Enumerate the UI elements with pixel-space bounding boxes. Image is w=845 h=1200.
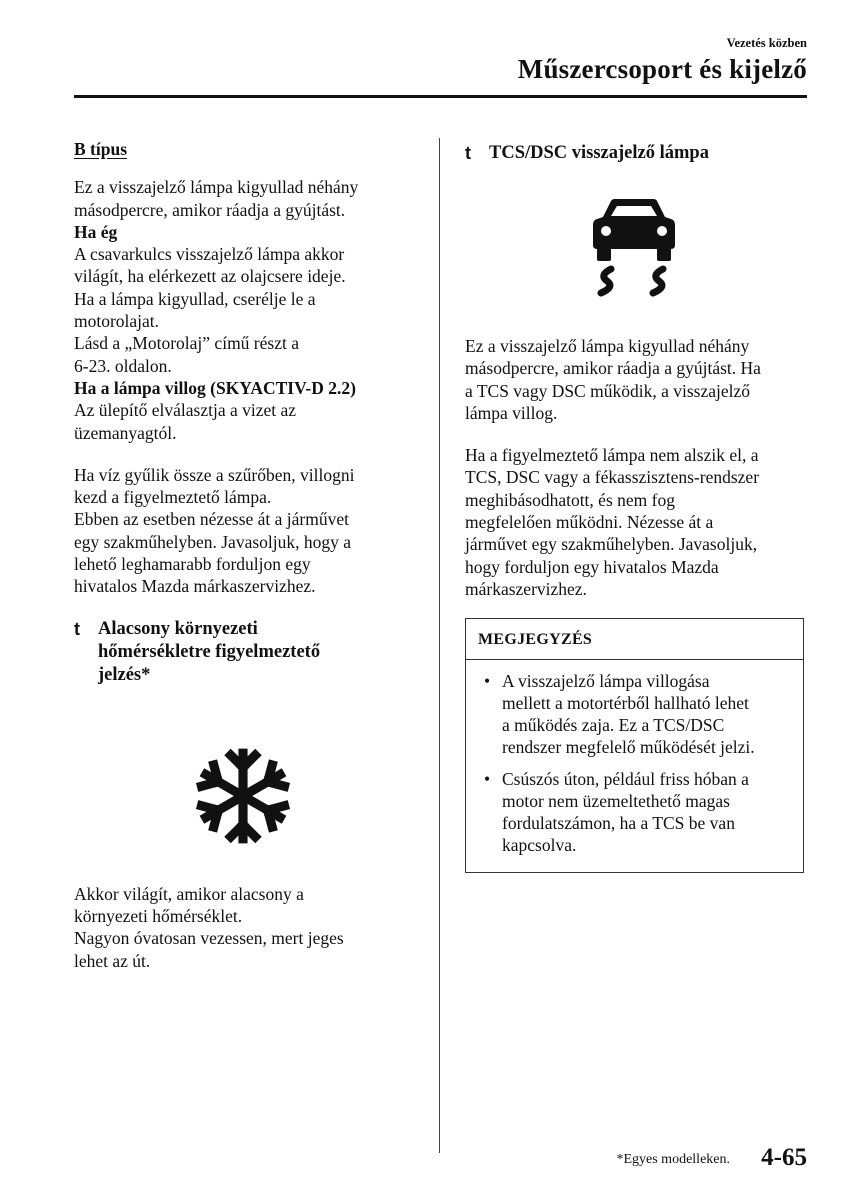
type-heading: B típus — [74, 139, 128, 159]
section-heading-tcs-dsc — [465, 142, 810, 165]
text-line: kapcsolva. — [502, 835, 577, 856]
note-heading: MEGJEGYZÉS — [466, 619, 803, 660]
text-line: egy szakműhelyben. Javasoljuk, hogy a — [74, 531, 352, 552]
text-line: Csúszós úton, például friss hóban a — [502, 769, 749, 790]
paragraph — [465, 335, 810, 424]
snowflake-icon — [192, 745, 294, 847]
page-title: Műszercsoport és kijelző — [517, 54, 807, 84]
subheading-if-on: Ha ég — [74, 221, 118, 242]
text-line: hőmérsékletre figyelmeztető — [98, 641, 321, 662]
text-line: járművet egy szakműhelyben. Javasoljuk, — [465, 534, 758, 555]
right-column — [465, 138, 810, 873]
text-line: Ha víz gyűlik össze a szűrőben, villogni — [74, 464, 355, 485]
page-number: 4-65 — [761, 1144, 807, 1171]
text-line: kezd a figyelmeztető lámpa. — [74, 487, 272, 508]
text-line: a TCS vagy DSC működik, a visszajelző — [465, 380, 750, 401]
text-line: másodpercre, amikor ráadja a gyújtást. — [74, 199, 346, 220]
text-line: Ebben az esetben nézesse át a járművet — [74, 509, 350, 530]
snowflake-icon-wrap — [74, 745, 419, 847]
subheading-if-blink: Ha a lámpa villog (SKYACTIV-D 2.2) — [74, 377, 356, 398]
paragraph — [74, 176, 419, 221]
text-line: megfelelően működni. Nézesse át a — [465, 512, 714, 533]
text-line: motor nem üzemeltethető magas — [502, 791, 730, 812]
text-line: A visszajelző lámpa villogása — [502, 671, 710, 692]
column-divider — [439, 138, 440, 1153]
bullet: • — [484, 769, 491, 790]
tcs-icon-wrap — [465, 197, 810, 297]
text-line: Ez a visszajelző lámpa kigyullad néhány — [465, 336, 750, 356]
text-line: világít, ha elérkezett az olajcsere ideje. — [74, 266, 346, 287]
text-line: másodpercre, amikor ráadja a gyújtást. Ha — [465, 358, 761, 379]
tcs-dsc-skid-car-icon — [589, 197, 679, 297]
note-list — [466, 660, 803, 872]
text-line: TCS/DSC visszajelző lámpa — [489, 143, 709, 163]
text-line: 6-23. oldalon. — [74, 355, 172, 376]
text-line: Akkor világít, amikor alacsony a — [74, 883, 304, 904]
text-line: meghibásodhatott, és nem fog — [465, 489, 675, 510]
text-line: Ha a figyelmeztető lámpa nem alszik el, a — [465, 445, 759, 466]
text-line: márkaszervizhez. — [465, 578, 587, 599]
section-marker: t — [74, 618, 80, 639]
text-line: Lásd a „Motorolaj” című részt a — [74, 333, 299, 354]
section-heading-low-temp — [74, 618, 419, 687]
text-line: Az ülepítő elválasztja a vizet az — [74, 400, 297, 421]
text-line: jelzés* — [98, 664, 151, 685]
running-header-section: Vezetés közben — [726, 36, 807, 50]
text-line: hogy forduljon egy hivatalos Mazda — [465, 556, 719, 577]
paragraph — [74, 399, 419, 444]
list-item — [478, 670, 791, 758]
text-line: A csavarkulcs visszajelző lámpa akkor — [74, 244, 345, 265]
section-marker: t — [465, 143, 471, 163]
text-line: üzemanyagtól. — [74, 422, 177, 443]
bullet: • — [484, 671, 491, 692]
paragraph — [74, 883, 419, 972]
paragraph — [74, 464, 419, 598]
text-line: környezeti hőmérséklet. — [74, 905, 243, 926]
left-column — [74, 138, 419, 972]
text-line: a működés zaja. Ez a TCS/DSC — [502, 715, 725, 736]
text-line: lehet az út. — [74, 950, 151, 971]
text-line: lehető leghamarabb forduljon egy — [74, 554, 311, 575]
text-line: TCS, DSC vagy a fékasszisztens-rendszer — [465, 467, 760, 488]
text-line: mellett a motortérből hallható lehet — [502, 693, 749, 714]
note-box — [465, 618, 804, 873]
list-item — [478, 768, 791, 856]
paragraph — [465, 444, 810, 600]
text-line: lámpa villog. — [465, 402, 558, 423]
text-line: Ez a visszajelző lámpa kigyullad néhány — [74, 177, 359, 198]
text-line: hivatalos Mazda márkaszervizhez. — [74, 576, 316, 597]
text-line: Ha a lámpa kigyullad, cserélje le a — [74, 288, 316, 309]
text-line: motorolajat. — [74, 311, 160, 332]
text-line: rendszer megfelelő működését jelzi. — [502, 737, 755, 758]
text-line: fordulatszámon, ha a TCS be van — [502, 813, 735, 834]
header-rule — [74, 95, 807, 98]
footnote: *Egyes modelleken. — [616, 1152, 730, 1167]
paragraph — [74, 243, 419, 377]
text-line: Nagyon óvatosan vezessen, mert jeges — [74, 928, 344, 949]
text-line: Alacsony környezeti — [98, 618, 258, 639]
